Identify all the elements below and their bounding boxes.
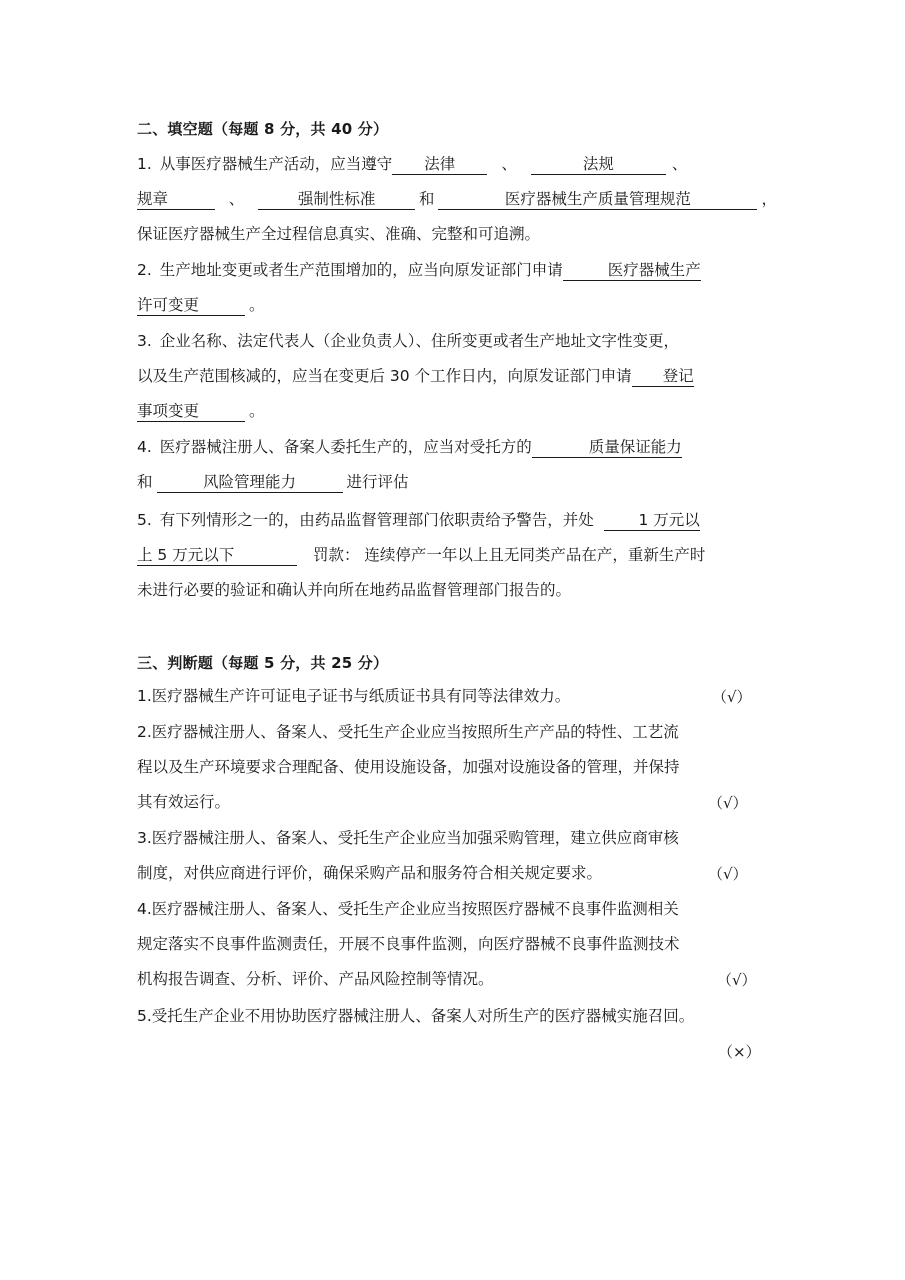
q5-text-2: 罚款： 连续停产一年以上且无同类产品在产，重新生产时 [313,546,706,564]
judge-q1-text: 1.医疗器械生产许可证电子证书与纸质证书具有同等法律效力。 [137,687,571,705]
q1-sep-1: 、 [501,155,517,173]
section-title-fill: 二、填空题（每题 8 分，共 40 分） [137,120,389,138]
judge-q2-line1 [137,720,777,744]
q1-sep-2: 、 [671,155,688,173]
fill-q2-line2 [137,293,777,317]
judge-q4-answer: （√） [717,971,757,989]
fill-q3-line2 [137,364,777,388]
judge-q4-text-2: 规定落实不良事件监测责任，开展不良事件监测，向医疗器械不良事件监测技术 [137,935,680,953]
judge-q4-text-3: 机构报告调查、分析、评价、产品风险控制等情况。 [137,970,494,988]
q1-answer-3: 规章 [137,189,215,210]
judge-q1-line1 [137,684,777,708]
q1-answer-4: 强制性标准 [258,189,415,210]
judge-q3-answer: （√） [708,865,748,883]
q2-answer-1: 医疗器械生产 [563,260,701,281]
q1-answer-1: 法律 [392,154,487,175]
fill-q1-line1 [137,152,777,176]
q2-end: 。 [249,296,265,314]
fill-q3-line3 [137,399,777,423]
q4-text-2: 进行评估 [346,473,409,491]
judge-q3-line2 [137,861,777,885]
q3-text: 企业名称、法定代表人（企业负责人）、住所变更或者生产地址文字性变更， [159,332,680,350]
q5-text-3: 未进行必要的验证和确认并向所在地药品监督管理部门报告的。 [137,581,572,599]
fill-q4-line2 [137,470,777,494]
q1-text-2: 保证医疗器械生产全过程信息真实、准确、完整和可追溯。 [137,225,541,243]
q3-end: 。 [249,402,265,420]
judge-q2-text-2: 程以及生产环境要求合理配备、使用设施设备，加强对设施设备的管理，并保持 [137,758,680,776]
judge-q4-text-1: 4.医疗器械注册人、备案人、受托生产企业应当按照医疗器械不良事件监测相关 [137,900,679,918]
q2-text: 生产地址变更或者生产范围增加的，应当向原发证部门申请 [159,261,563,279]
judge-q1-answer: （√） [712,688,752,706]
section-title-judge: 三、判断题（每题 5 分，共 25 分） [137,654,389,672]
judge-q5-line1 [137,1004,787,1028]
judge-q2-text-1: 2.医疗器械注册人、备案人、受托生产企业应当按照所生产产品的特性、工艺流 [137,723,679,741]
q3-answer-2: 事项变更 [137,401,245,422]
fill-q5-line3 [137,578,777,602]
q3-text-2: 以及生产范围核减的，应当在变更后 30 个工作日内，向原发证部门申请 [137,367,632,385]
fill-q5-line1 [137,508,777,532]
q1-sep-3: 、 [228,190,245,208]
q4-text: 医疗器械注册人、备案人委托生产的，应当对受托方的 [159,438,532,456]
q4-number: 4. [137,438,152,456]
fill-q5-line2 [137,543,777,567]
q1-text: 从事医疗器械生产活动，应当遵守 [159,155,393,173]
fill-q4-line1 [137,435,777,459]
q5-number: 5. [137,511,152,529]
q1-comma: ， [761,190,777,208]
q5-text: 有下列情形之一的，由药品监督管理部门依职责给予警告，并处 [159,511,594,529]
q4-and: 和 [137,473,153,491]
judge-q2-line2 [137,755,777,779]
q3-answer-1: 登记 [632,366,694,387]
fill-q3-line1 [137,329,777,353]
judge-q2-answer: （√） [708,794,748,812]
q5-answer-1: 1 万元以 [604,510,700,531]
judge-q5-text-1: 5.受托生产企业不用协助医疗器械注册人、备案人对所生产的医疗器械实施召回。 [137,1007,695,1025]
judge-q4-line1 [137,897,777,921]
q2-number: 2. [137,261,152,279]
q5-answer-2: 上 5 万元以下 [137,545,297,566]
judge-q5-answer: （×） [718,1043,761,1061]
q1-answer-5: 医疗器械生产质量管理规范 [438,189,757,210]
q4-answer-2: 风险管理能力 [157,472,343,493]
judge-q4-line2 [137,932,777,956]
q1-and: 和 [418,190,435,208]
judge-q3-text-1: 3.医疗器械注册人、备案人、受托生产企业应当加强采购管理，建立供应商审核 [137,829,679,847]
fill-q2-line1 [137,258,777,282]
q4-answer-1: 质量保证能力 [532,437,682,458]
judge-q2-line3 [137,790,777,814]
judge-q2-text-3: 其有效运行。 [137,793,231,811]
q3-number: 3. [137,332,152,350]
fill-q1-line3 [137,222,777,246]
fill-q1-line2 [137,187,777,211]
judge-q3-line1 [137,826,777,850]
q1-number: 1. [137,155,152,173]
q2-answer-2: 许可变更 [137,295,245,316]
q1-answer-2: 法规 [531,154,666,175]
judge-q4-line3 [137,967,777,991]
judge-q3-text-2: 制度，对供应商进行评价，确保采购产品和服务符合相关规定要求。 [137,864,603,882]
